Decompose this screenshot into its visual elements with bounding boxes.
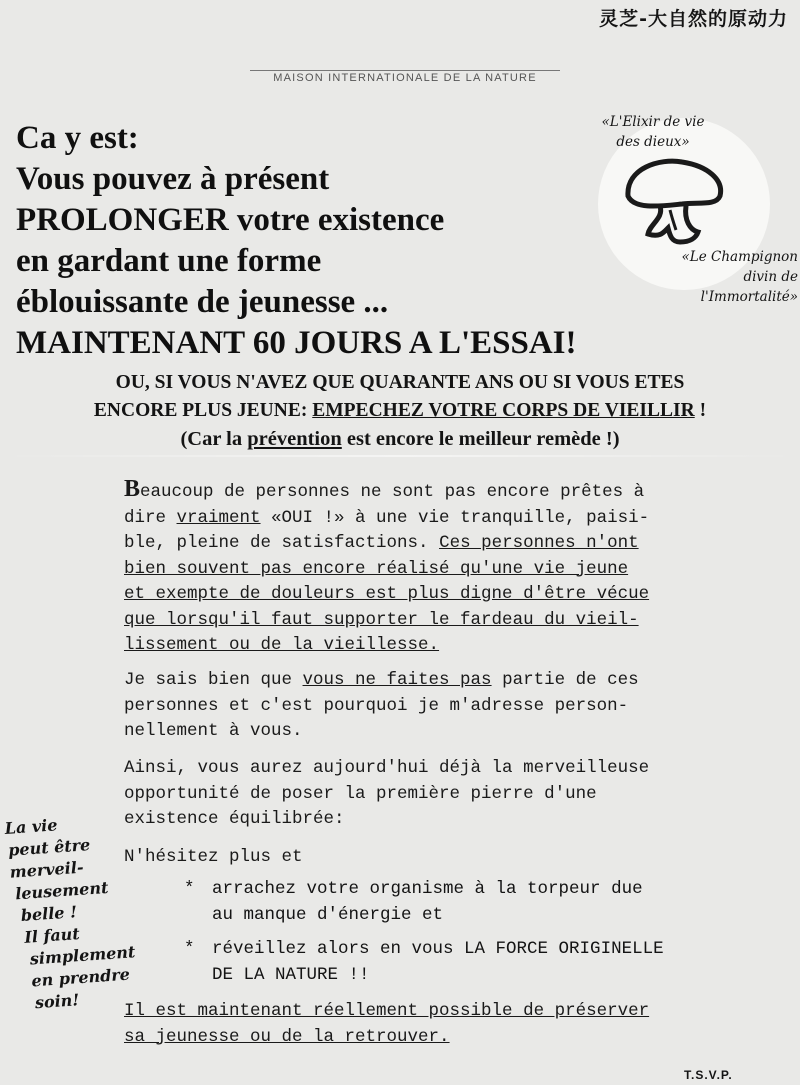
underlined-text: vraiment — [176, 507, 261, 528]
please-turn-over-note: T.S.V.P. — [684, 1068, 733, 1082]
headline-line: Vous pouvez à présent — [16, 161, 330, 197]
subheading-line — [10, 425, 790, 453]
text-segment: «OUI !» à une vie tranquille, paisi- — [260, 507, 650, 528]
side-note-line: La vie — [4, 815, 59, 838]
logo-caption-line: «L'Elixir de vie — [601, 114, 705, 130]
side-note-line: en prendre — [30, 964, 131, 991]
underlined-text-line: lissement ou de la vieillesse. — [124, 635, 440, 655]
text-line — [124, 531, 764, 557]
headline-line: en gardant une forme — [16, 243, 322, 279]
text-line: opportunité de poser la première pierre d'une — [124, 783, 597, 804]
text-segment: partie de ces — [491, 670, 639, 690]
side-note-line: Il faut — [23, 924, 81, 947]
logo-caption-top — [578, 112, 728, 152]
subheading-line — [10, 397, 790, 425]
logo-caption-line: des dieux» — [616, 134, 690, 150]
paragraph-opportunity — [124, 756, 764, 833]
logo-caption-line: divin de — [743, 269, 798, 285]
underlined-text-line: sa jeunesse ou de la retrouver. — [124, 1026, 450, 1047]
underlined-text-line: Il est maintenant réellement possible de préserver — [124, 1001, 650, 1021]
text-line: N'hésitez plus et — [124, 847, 303, 867]
logo-caption-line: l'Immortalité» — [700, 289, 798, 305]
text-segment: dire — [124, 507, 177, 528]
bullet-marker: * — [184, 879, 195, 899]
text-line: au manque d'énergie et — [212, 904, 444, 925]
headline-line: PROLONGER votre existence — [16, 202, 445, 238]
text-line — [124, 477, 764, 506]
subheading-text: ENCORE PLUS JEUNE: — [93, 400, 313, 421]
headline-line: Ca y est: — [16, 120, 139, 156]
chinese-tagline: 灵芝-大自然的原动力 — [599, 8, 788, 30]
side-note-line: peut être — [7, 835, 91, 860]
underlined-text-line: que lorsqu'il faut supporter le fardeau du vieil- — [124, 609, 639, 630]
subheading-text: (Car la — [180, 428, 248, 450]
side-note-line: soin! — [34, 990, 80, 1013]
text-line: DE LA NATURE !! — [212, 964, 370, 985]
subheading-emphasis: EMPECHEZ VOTRE CORPS DE VIEILLIR — [312, 400, 695, 421]
headline — [16, 118, 577, 364]
side-note-line: merveil- — [9, 857, 85, 882]
subheading-text: ! — [694, 400, 707, 421]
organization-name: MAISON INTERNATIONALE DE LA NATURE — [250, 70, 560, 84]
logo-caption-bottom — [640, 247, 798, 307]
logo-caption-line: «Le Champignon — [681, 249, 798, 265]
subheading-emphasis: prévention — [247, 428, 342, 450]
bullet-marker: * — [184, 939, 195, 959]
text-line: nellement à vous. — [124, 721, 303, 741]
paragraph-call — [124, 845, 764, 871]
text-line — [124, 668, 764, 694]
side-note-line: leusement — [14, 877, 109, 904]
bullet-item — [212, 937, 664, 988]
paragraph-intro — [124, 477, 764, 659]
headline-line: MAINTENANT 60 JOURS A L'ESSAI! — [16, 325, 577, 361]
underlined-text: vous ne faites pas — [302, 670, 492, 690]
text-line: existence équilibrée: — [124, 809, 345, 829]
side-note-line: belle ! — [20, 902, 78, 926]
paragraph-personal — [124, 668, 764, 745]
underlined-text-line: et exempte de douleurs est plus digne d'être vécue — [124, 584, 650, 604]
text-line: personnes et c'est pourquoi je m'adresse person- — [124, 695, 629, 716]
drop-cap: B — [124, 476, 141, 502]
mushroom-logo-icon — [620, 158, 730, 248]
subheading — [10, 369, 790, 453]
headline-line: éblouissante de jeunesse ... — [16, 284, 389, 320]
text-segment: ble, pleine de satisfactions. — [124, 533, 440, 553]
text-line: arrachez votre organisme à la torpeur due — [212, 879, 643, 899]
bullet-item — [212, 877, 643, 928]
handwritten-side-note — [4, 809, 147, 1016]
subheading-line: OU, SI VOUS N'AVEZ QUE QUARANTE ANS OU SI VOUS ETES — [115, 372, 685, 393]
underlined-text: Ces personnes n'ont — [439, 533, 639, 553]
text-line: Ainsi, vous aurez aujourd'hui déjà la merveilleuse — [124, 758, 650, 778]
subheading-text: est encore le meilleur remède !) — [341, 428, 620, 450]
underlined-text-line: bien souvent pas encore réalisé qu'une vie jeune — [124, 558, 629, 579]
side-note-line: simplement — [29, 942, 136, 969]
paragraph-closing — [124, 999, 764, 1050]
text-line: réveillez alors en vous LA FORCE ORIGINELLE — [212, 939, 664, 959]
text-segment: eaucoup de personnes ne sont pas encore prêtes à — [140, 482, 645, 502]
paper-fold-line — [0, 455, 800, 457]
text-segment: Je sais bien que — [124, 670, 303, 690]
text-line — [124, 506, 764, 532]
